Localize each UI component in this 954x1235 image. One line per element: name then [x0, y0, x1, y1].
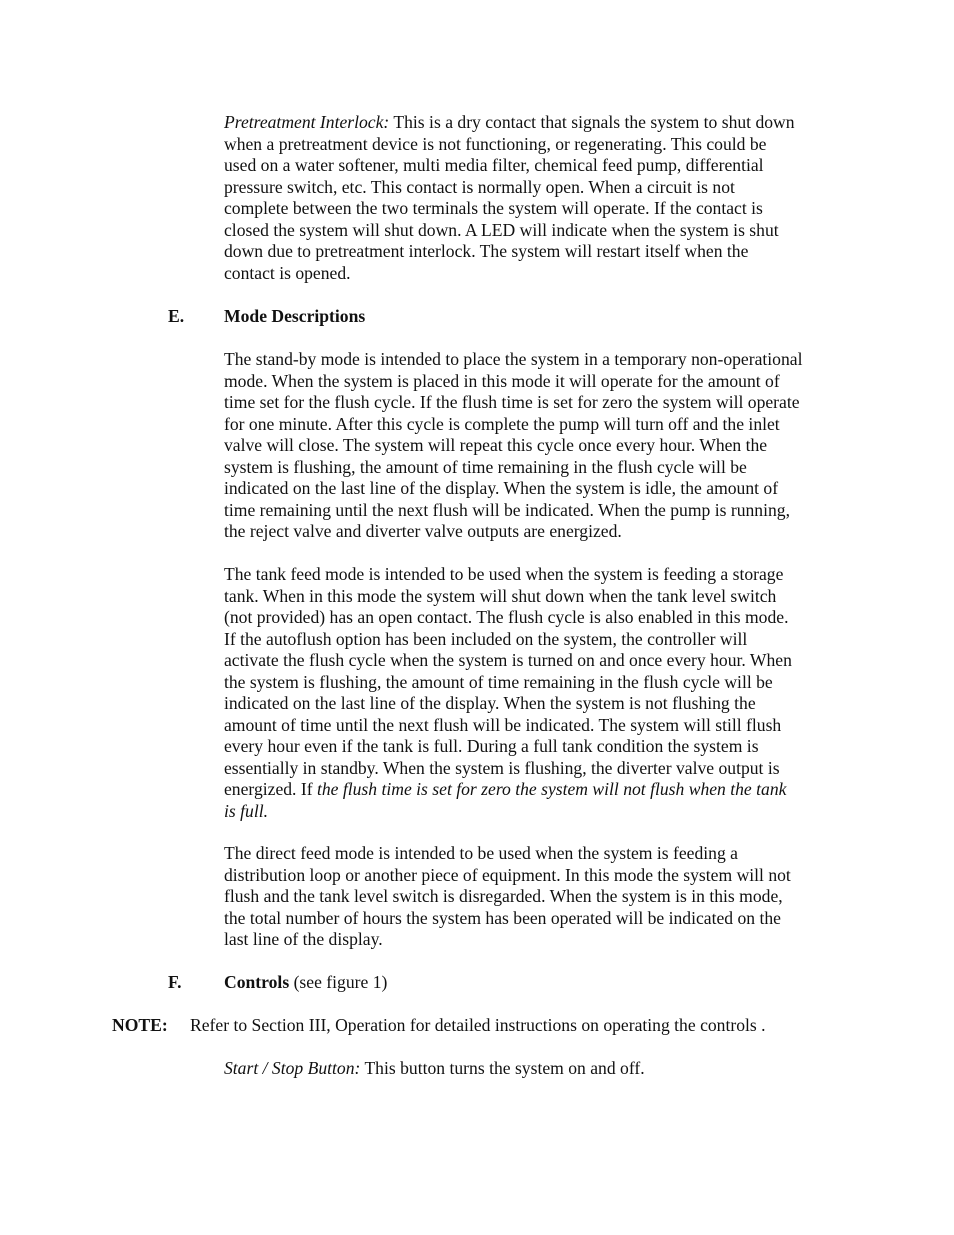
standby-line-2: mode. When the system is placed in this mode it will operate for the amount of	[224, 370, 780, 391]
tankfeed-line-10: essentially in standby. When the system is flushing, the diverter valve output is	[224, 757, 780, 778]
tank-feed-mode-paragraph	[224, 564, 849, 822]
tankfeed-line-4: If the autoflush option has been included on the system, the controller will	[224, 628, 748, 649]
pretreatment-term: Pretreatment Interlock:	[224, 112, 390, 132]
note-text: Refer to Section III, Operation for detailed instructions on operating the controls .	[190, 1015, 766, 1035]
start-stop-term: Start / Stop Button:	[224, 1058, 361, 1078]
start-stop-line	[224, 1058, 849, 1080]
standby-line-3: time set for the flush cycle. If the flush time is set for zero the system will operate	[224, 392, 800, 412]
section-f-heading	[224, 972, 387, 994]
tankfeed-line-11: energized. If the flush time is set for zero the system will not flush when the tank	[224, 779, 787, 799]
standby-line-7: indicated on the last line of the display. When the system is idle, the amount of	[224, 478, 779, 498]
tankfeed-line-6: the system is flushing, the amount of time remaining in the flush cycle will be	[224, 671, 773, 692]
pretreatment-line-4: pressure switch, etc. This contact is normally open. When a circuit is not	[224, 176, 735, 197]
directfeed-line-2: distribution loop or another piece of equipment. In this mode the system will not	[224, 864, 791, 885]
section-e-letter: E.	[168, 306, 185, 326]
tankfeed-line-3: (not provided) has an open contact. The flush cycle is also enabled in this mode.	[224, 607, 789, 627]
direct-feed-mode-paragraph	[224, 843, 849, 951]
start-stop-paragraph	[224, 1058, 849, 1080]
directfeed-line-5: last line of the display.	[224, 929, 383, 949]
pretreatment-line-8: contact is opened.	[224, 262, 351, 283]
pretreatment-line-6: closed the system will shut down. A LED will indicate when the system is shut	[224, 219, 779, 240]
standby-line-5: valve will close. The system will repeat this cycle once every hour. When the	[224, 435, 768, 455]
pretreatment-line-7: down due to pretreatment interlock. The system will restart itself when the	[224, 241, 749, 261]
tankfeed-line-9: every hour even if the tank is full. During a full tank condition the system is	[224, 736, 759, 756]
pretreatment-interlock-paragraph	[224, 112, 849, 284]
standby-mode-paragraph	[224, 349, 849, 543]
tankfeed-line-1: The tank feed mode is intended to be used when the system is feeding a storage	[224, 564, 784, 584]
tankfeed-line-5: activate the flush cycle when the system is turned on and once every hour. When	[224, 650, 792, 670]
standby-line-9: the reject valve and diverter valve outputs are energized.	[224, 521, 622, 541]
section-f-letter: F.	[168, 972, 182, 992]
directfeed-line-1: The direct feed mode is intended to be used when the system is feeding a	[224, 843, 738, 863]
tankfeed-line-12: is full.	[224, 800, 268, 821]
directfeed-line-3: flush and the tank level switch is disregarded. When the system is in this mode,	[224, 886, 783, 906]
standby-line-6: system is flushing, the amount of time remaining in the flush cycle will be	[224, 456, 747, 477]
pretreatment-line-1: Pretreatment Interlock: This is a dry contact that signals the system to shut down	[224, 112, 795, 132]
section-f-title: Controls	[224, 972, 290, 992]
start-stop-text: This button turns the system on and off.	[360, 1058, 645, 1078]
pretreatment-line-3: used on a water softener, multi media filter, chemical feed pump, differential	[224, 155, 764, 175]
section-e-title: Mode Descriptions	[224, 306, 366, 326]
tankfeed-line-8: amount of time until the next flush will be indicated. The system will still flush	[224, 714, 782, 735]
tankfeed-line-7: indicated on the last line of the display. When the system is not flushing the	[224, 693, 756, 713]
section-f-suffix: (see figure 1)	[289, 972, 388, 992]
pretreatment-line-2: when a pretreatment device is not functioning, or regenerating. This could be	[224, 133, 767, 154]
standby-line-1: The stand-by mode is intended to place the system in a temporary non-operational	[224, 349, 803, 369]
directfeed-line-4: the total number of hours the system has been operated will be indicated on the	[224, 907, 781, 928]
note-label: NOTE:	[112, 1015, 168, 1035]
standby-line-8: time remaining until the next flush will be indicated. When the pump is running,	[224, 499, 790, 520]
pretreatment-line-5: complete between the two terminals the system will operate. If the contact is	[224, 198, 763, 218]
standby-line-4: for one minute. After this cycle is complete the pump will turn off and the inlet	[224, 413, 780, 434]
tankfeed-line-2: tank. When in this mode the system will shut down when the tank level switch	[224, 585, 777, 606]
